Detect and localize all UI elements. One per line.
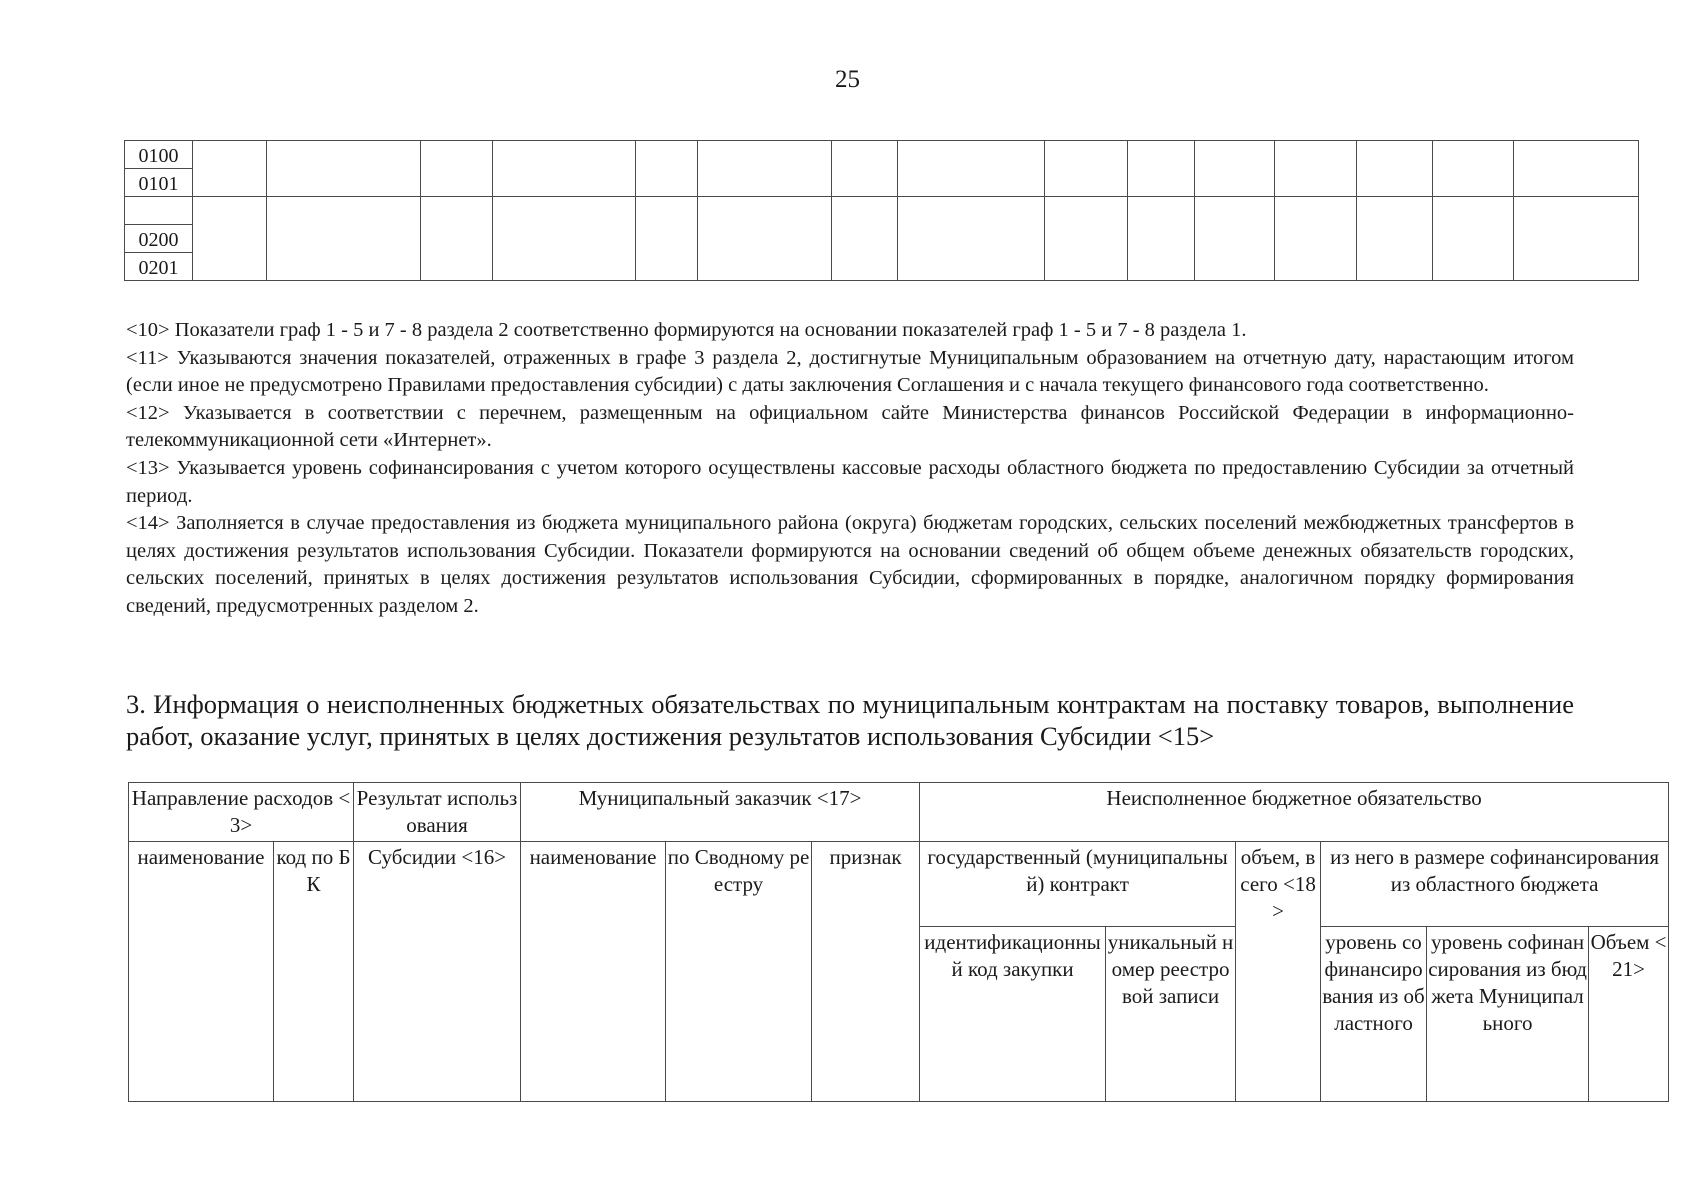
- level-municipal-header: уровень софинансирования из бюджета Муниципального: [1427, 927, 1589, 1102]
- row-code-cell: [125, 197, 193, 225]
- customer-header: Муниципальный заказчик <17>: [521, 783, 920, 842]
- row-code-cell: 0100: [125, 141, 193, 169]
- table-header-row: [129, 783, 1669, 842]
- row-code-cell: 0201: [125, 253, 193, 281]
- footnotes: [126, 317, 1574, 621]
- id-code-header: идентификационный код закупки: [920, 927, 1106, 1102]
- bk-code-header: код по БК: [274, 842, 354, 1102]
- footnote-12: <12> Указывается в соответствии с перечнем, размещенным на официальном сайте Министерства финансов Российской Федерации в информационно-телекоммуникационной сети «Интернет».: [126, 401, 1574, 452]
- obligation-header: Неисполненное бюджетное обязательство: [920, 783, 1669, 842]
- registry-header: по Сводному реестру: [666, 842, 812, 1102]
- name-header: наименование: [129, 842, 274, 1102]
- customer-name-header: наименование: [521, 842, 666, 1102]
- contract-header: государственный (муниципальный) контракт: [920, 842, 1236, 927]
- footnote-14: <14> Заполняется в случае предоставления из бюджета муниципального района (округа) бюджетам городских, сельских поселений межбюджетных трансфертов в целях достижения результатов использования Субсидии. Показатели формируются на основании сведений об общем объеме денежных обязательств городских, сельских поселений, принятых в целях достижения результатов использования Субсидии, сформированных в порядке, аналогичном порядку формирования сведений, предусмотренных разделом 2.: [126, 512, 1574, 617]
- page-number: 25: [835, 66, 860, 93]
- result-header: Результат использования: [354, 783, 521, 842]
- section-3-heading: 3. Информация о неисполненных бюджетных обязательствах по муниципальным контрактам на поставку товаров, выполнение работ, оказание услуг, принятых в целях достижения результатов использования Субсидии <15>: [126, 689, 1574, 751]
- unique-number-header: уникальный номер реестровой записи: [1106, 927, 1236, 1102]
- volume-21-header: Объем <21>: [1589, 927, 1669, 1102]
- row-code-cell: 0101: [125, 169, 193, 197]
- cofinancing-header: из него в размере софинансирования из областного бюджета: [1321, 842, 1669, 927]
- table-row: [125, 197, 1639, 225]
- row-code-cell: 0200: [125, 225, 193, 253]
- volume-total-header: объем, всего <18>: [1236, 842, 1321, 1102]
- top-data-table: [124, 140, 1639, 281]
- result-subsidy-header: Субсидии <16>: [354, 842, 521, 1102]
- footnote-11: <11> Указываются значения показателей, отраженных в графе 3 раздела 2, достигнутые Муниципальным образованием на отчетную дату, нарастающим итогом (если иное не предусмотрено Правилами предоставления субсидии) с даты заключения Соглашения и с начала текущего финансового года соответственно.: [126, 346, 1574, 397]
- footnote-13: <13> Указывается уровень софинансирования с учетом которого осуществлены кассовые расходы областного бюджета по предоставлению Субсидии за отчетный период.: [126, 456, 1574, 507]
- level-regional-header: уровень софинансирования из областного: [1321, 927, 1427, 1102]
- directions-header: Направление расходов <3>: [129, 783, 354, 842]
- footnote-10: <10> Показатели граф 1 - 5 и 7 - 8 раздела 2 соответственно формируются на основании показателей граф 1 - 5 и 7 - 8 раздела 1.: [126, 319, 1247, 341]
- table-row: [125, 141, 1639, 169]
- table-header-row: [129, 842, 1669, 927]
- attribute-header: признак: [812, 842, 920, 1102]
- obligations-table: [128, 782, 1669, 1102]
